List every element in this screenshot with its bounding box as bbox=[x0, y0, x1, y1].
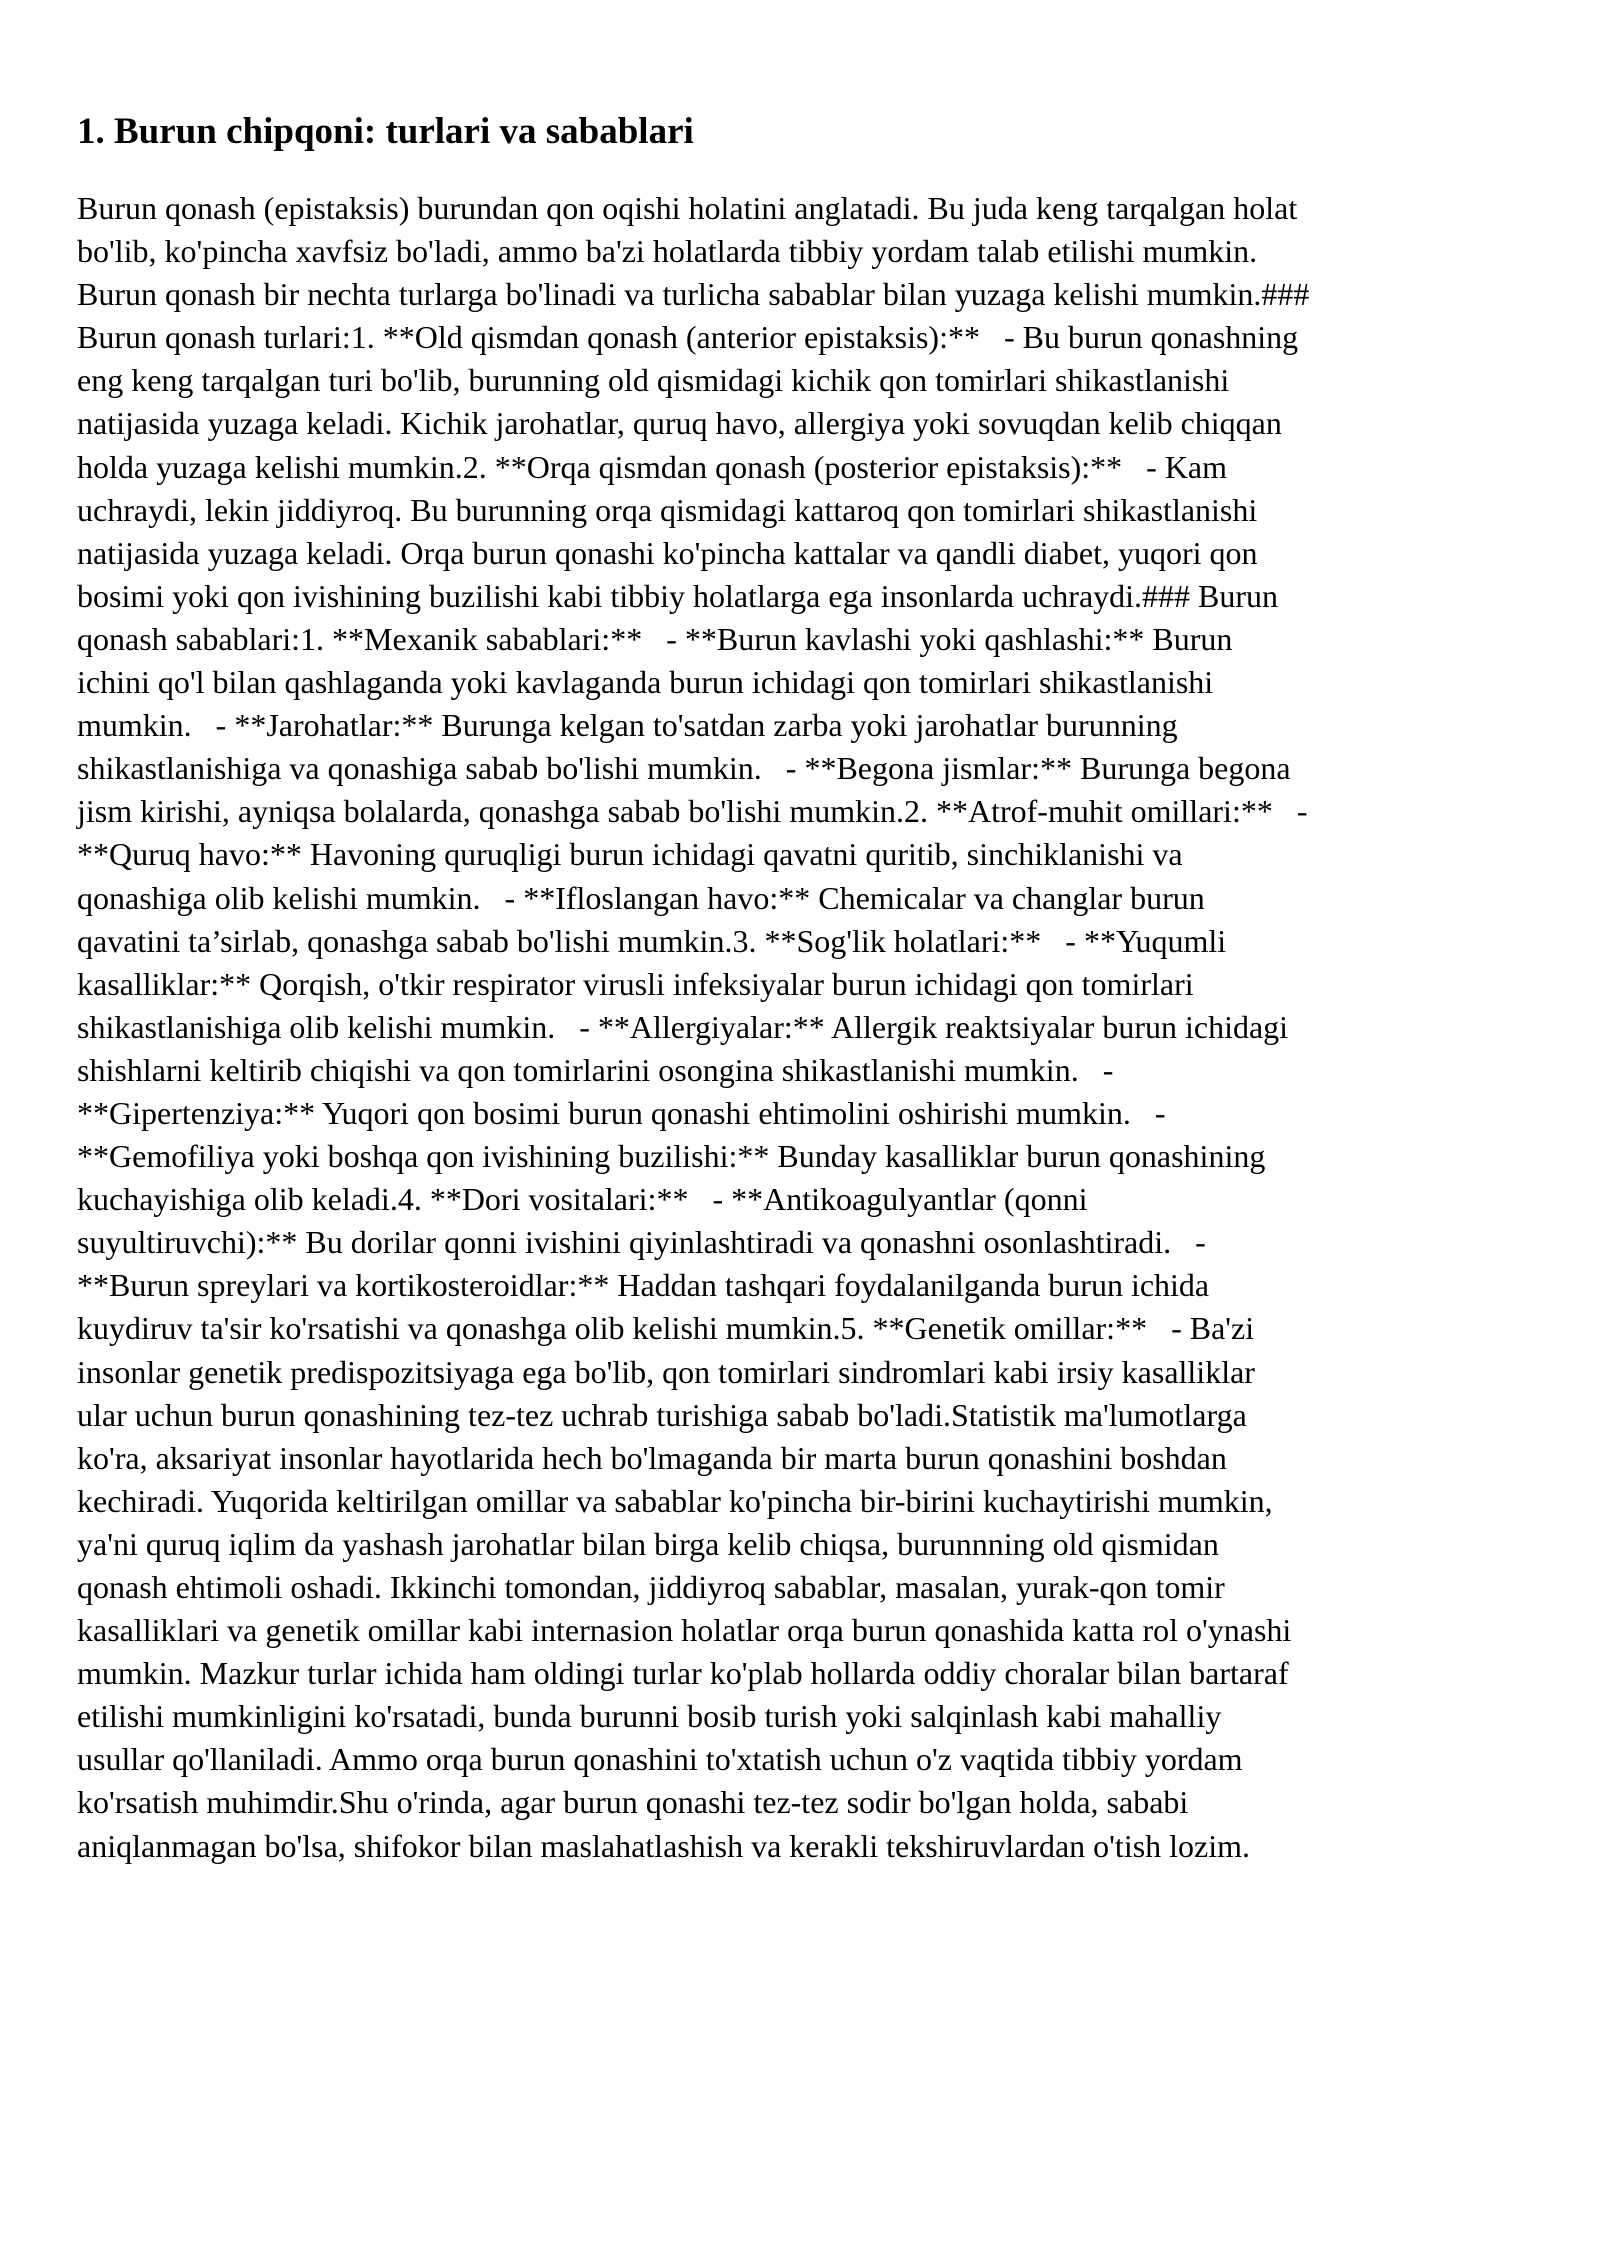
body-text-line: qavatini ta’sirlab, qonashga sabab bo'lishi mumkin.3. **Sog'lik holatlari:** - **Yuqumli bbox=[77, 922, 1227, 959]
body-text-line: Burun qonash (epistaksis) burundan qon oqishi holatini anglatadi. Bu juda keng tarqalgan holat bbox=[77, 190, 1298, 226]
body-text-line: qonash sabablari:1. **Mexanik sabablari:** - **Burun kavlashi yoki qashlashi:** Burun bbox=[77, 620, 1233, 657]
body-text-line: Burun qonash turlari:1. **Old qismdan qonash (anterior epistaksis):** - Bu burun qonashning bbox=[77, 319, 1299, 356]
body-text-line: bosimi yoki qon ivishining buzilishi kabi tibbiy holatlarga ega insonlarda uchraydi.### Burun bbox=[77, 577, 1279, 614]
body-text-line: usullar qo'llaniladi. Ammo orqa burun qonashini to'xtatish uchun o'z vaqtida tibbiy yordam bbox=[77, 1741, 1243, 1778]
body-text-line: natijasida yuzaga keladi. Kichik jarohatlar, quruq havo, allergiya yoki sovuqdan kelib chiqqan bbox=[77, 405, 1282, 442]
body-text-line: qonash ehtimoli oshadi. Ikkinchi tomondan, jiddiyroq sabablar, masalan, yurak-qon tomir bbox=[77, 1569, 1225, 1605]
body-text-line: kuchayishiga olib keladi.4. **Dori vositalari:** - **Antikoagulyantlar (qonni bbox=[77, 1181, 1088, 1218]
body-text-line: bo'lib, ko'pincha xavfsiz bo'ladi, ammo ba'zi holatlarda tibbiy yordam talab etilishi mumkin. bbox=[77, 233, 1258, 270]
body-text-line: uchraydi, lekin jiddiyroq. Bu burunning orqa qismidagi kattaroq qon tomirlari shikastlanishi bbox=[77, 491, 1258, 528]
body-text-line: ya'ni quruq iqlim da yashash jarohatlar bilan birga kelib chiqsa, burunnning old qismidan bbox=[77, 1525, 1219, 1562]
body-text-line: shikastlanishiga olib kelishi mumkin. - **Allergiyalar:** Allergik reaktsiyalar burun ichidagi bbox=[77, 1008, 1289, 1045]
body-text-line: suyultiruvchi):** Bu dorilar qonni ivishini qiyinlashtiradi va qonashni osonlashtiradi. - bbox=[77, 1224, 1206, 1261]
body-text-line: jism kirishi, ayniqsa bolalarda, qonashga sabab bo'lishi mumkin.2. **Atrof-muhit omillari:** - bbox=[77, 793, 1308, 830]
body-text-line: holda yuzaga kelishi mumkin.2. **Orqa qismdan qonash (posterior epistaksis):** - Kam bbox=[77, 448, 1228, 485]
body-text-line: mumkin. Mazkur turlar ichida ham oldingi turlar ko'plab hollarda oddiy choralar bilan bartaraf bbox=[77, 1655, 1289, 1692]
body-text-line: etilishi mumkinligini ko'rsatadi, bunda burunni bosib turish yoki salqinlash kabi mahalliy bbox=[77, 1698, 1222, 1735]
body-text-line: aniqlanmagan bo'lsa, shifokor bilan maslahatlashish va kerakli tekshiruvlardan o'tish lozim. bbox=[77, 1827, 1251, 1864]
body-text-line: kasalliklar:** Qorqish, o'tkir respirator virusli infeksiyalar burun ichidagi qon tomirlari bbox=[77, 965, 1194, 1002]
document-body bbox=[77, 187, 1537, 1868]
body-text-line: Burun qonash bir nechta turlarga bo'linadi va turlicha sabablar bilan yuzaga kelishi mumkin.### bbox=[77, 276, 1310, 313]
body-text-line: insonlar genetik predispozitsiyaga ega bo'lib, qon tomirlari sindromlari kabi irsiy kasalliklar bbox=[77, 1353, 1255, 1390]
body-text-line: ko'ra, aksariyat insonlar hayotlarida hech bo'lmaganda bir marta burun qonashini boshdan bbox=[77, 1439, 1227, 1476]
body-text-line: kasalliklari va genetik omillar kabi internasion holatlar orqa burun qonashida katta rol o'ynashi bbox=[77, 1612, 1292, 1649]
body-text-line: ular uchun burun qonashining tez-tez uchrab turishiga sabab bo'ladi.Statistik ma'lumotlarga bbox=[77, 1396, 1247, 1433]
document-title: 1. Burun chipqoni: turlari va sabablari bbox=[77, 111, 694, 152]
body-text-line: natijasida yuzaga keladi. Orqa burun qonashi ko'pincha kattalar va qandli diabet, yuqori qon bbox=[77, 534, 1258, 571]
body-text-line: qonashiga olib kelishi mumkin. - **Ifloslangan havo:** Chemicalar va changlar burun bbox=[77, 879, 1205, 916]
body-text-line: kuydiruv ta'sir ko'rsatishi va qonashga olib kelishi mumkin.5. **Genetik omillar:** - Ba'zi bbox=[77, 1310, 1255, 1347]
body-text-line: **Burun spreylari va kortikosteroidlar:** Haddan tashqari foydalanilganda burun ichida bbox=[77, 1267, 1210, 1304]
body-text-line: ichini qo'l bilan qashlaganda yoki kavlaganda burun ichidagi qon tomirlari shikastlanishi bbox=[77, 664, 1214, 701]
body-text-line: eng keng tarqalgan turi bo'lib, burunning old qismidagi kichik qon tomirlari shikastlanishi bbox=[77, 362, 1230, 399]
body-text-line: **Gipertenziya:** Yuqori qon bosimi burun qonashi ehtimolini oshirishi mumkin. - bbox=[77, 1094, 1166, 1131]
body-text-line: mumkin. - **Jarohatlar:** Burunga kelgan to'satdan zarba yoki jarohatlar burunning bbox=[77, 707, 1178, 744]
body-text-line: **Quruq havo:** Havoning quruqligi burun ichidagi qavatni quritib, sinchiklanishi va bbox=[77, 836, 1183, 873]
body-text-line: kechiradi. Yuqorida keltirilgan omillar va sabablar ko'pincha bir-birini kuchaytirishi mumkin, bbox=[77, 1482, 1273, 1519]
body-text-line: **Gemofiliya yoki boshqa qon ivishining buzilishi:** Bunday kasalliklar burun qonashining bbox=[77, 1138, 1266, 1175]
body-text-line: shishlarni keltirib chiqishi va qon tomirlarini osongina shikastlanishi mumkin. - bbox=[77, 1051, 1114, 1088]
body-text-line: ko'rsatish muhimdir.Shu o'rinda, agar burun qonashi tez-tez sodir bo'lgan holda, sababi bbox=[77, 1784, 1189, 1821]
body-text-line: shikastlanishiga va qonashiga sabab bo'lishi mumkin. - **Begona jismlar:** Burunga begona bbox=[77, 750, 1291, 787]
